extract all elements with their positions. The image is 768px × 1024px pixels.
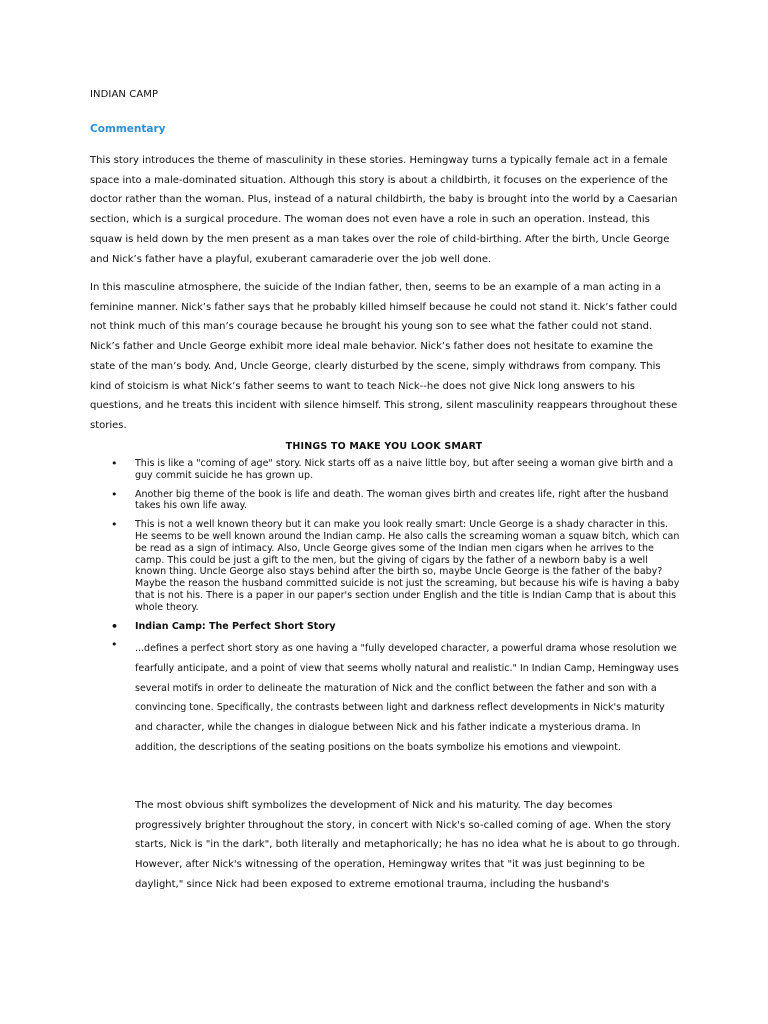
list-item-text: Indian Camp: The Perfect Short Story	[135, 620, 336, 632]
paragraph-suicide: In this masculine atmosphere, the suicide of the Indian father, then, seems to be an example of a man acting in a feminine manner. Nick’s father says that he probably killed himself because he could not stand it. Nick’s father could not think much of this man’s courage because he brought his young son to see what the father could not stand. Nick’s father and Uncle George exhibit more ideal male behavior. Nick’s father does not hesitate to examine the state of the man’s body. And, Uncle George, clearly disturbed by the scene, simply withdraws from company. This kind of stoicism is what Nick’s father seems to want to teach Nick--he does not give Nick long answers to his questions, and he treats this incident with silence himself. This strong, silent masculinity reappears throughout these stories.	[90, 282, 678, 431]
bullet-icon: •	[111, 457, 118, 470]
smart-points-list	[106, 458, 681, 765]
document-title: INDIAN CAMP	[90, 89, 159, 100]
paragraph-maturity: The most obvious shift symbolizes the development of Nick and his maturity. The day becomes progressively brighter throughout the story, in concert with Nick's so-called coming of age. When the story starts, Nick is "in the dark", both literally and metaphorically; he has no idea what he is about to go through. However, after Nick's witnessing of the operation, Hemingway writes that "it was just beginning to be daylight," since Nick had been exposed to extreme emotional trauma, including the husband's	[135, 800, 680, 890]
section-heading: THINGS TO MAKE YOU LOOK SMART	[285, 441, 483, 452]
list-item-text: This is like a "coming of age" story. Nick starts off as a naive little boy, but after seeing a woman give birth and a guy commit suicide he has grown up.	[135, 458, 674, 481]
commentary-heading: Commentary	[90, 123, 166, 135]
bullet-icon: •	[111, 487, 118, 501]
list-item	[106, 639, 681, 757]
list-item-text: Another big theme of the book is life and death. The woman gives birth and creates life, right after the husband takes his own life away.	[135, 488, 669, 512]
list-item-text: This is not a well known theory but it can make you look really smart: Uncle George is a shady character in this. He seems to be well known around the Indian camp. He also calls the screaming woman a squaw bitch, which can be read as a sign of intimacy. Also, Uncle George gives some of the Indian men cigars when he arrives to the camp. This could be just a gift to the men, but the giving of cigars by the father of a newborn baby is a well known thing. Uncle George also stays behind after the birth so, maybe Uncle George is the father of the baby? Maybe the reason the husband committed suicide is not just the screaming, but because his wife is having a baby that is not his. There is a paper in our paper's section under English and the title is Indian Camp that is about this whole theory.	[135, 519, 680, 613]
paragraph-masculinity: This story introduces the theme of masculinity in these stories. Hemingway turns a typically female act in a female space into a male-dominated situation. Although this story is about a childbirth, it focuses on the experience of the doctor rather than the woman. Plus, instead of a natural childbirth, the baby is brought into the world by a Caesarian section, which is a surgical procedure. The woman does not even have a role in such an operation. Instead, this squaw is held down by the men present as a man takes over the role of child-birthing. After the birth, Uncle George and Nick’s father have a playful, exuberant camaraderie over the job well done.	[90, 155, 678, 265]
bullet-icon: •	[111, 638, 118, 652]
list-item	[106, 489, 681, 513]
list-item-heading	[106, 621, 681, 633]
list-item	[106, 519, 681, 613]
bullet-icon: •	[111, 518, 118, 532]
list-item-text: ...defines a perfect short story as one having a "fully developed character, a powerful drama whose resolution we fearfully anticipate, and a point of view that seems wholly natural and realistic." In Indian Camp, Hemingway uses several motifs in order to delineate the maturation of Nick and the conflict between the father and son with a convincing tone. Specifically, the contrasts between light and darkness reflect developments in Nick's maturity and character, while the changes in dialogue between Nick and his father indicate a mysterious drama. In addition, the descriptions of the seating positions on the boats symbolize his emotions and viewpoint.	[135, 643, 679, 753]
list-item	[106, 458, 681, 482]
bullet-icon: •	[111, 619, 119, 633]
